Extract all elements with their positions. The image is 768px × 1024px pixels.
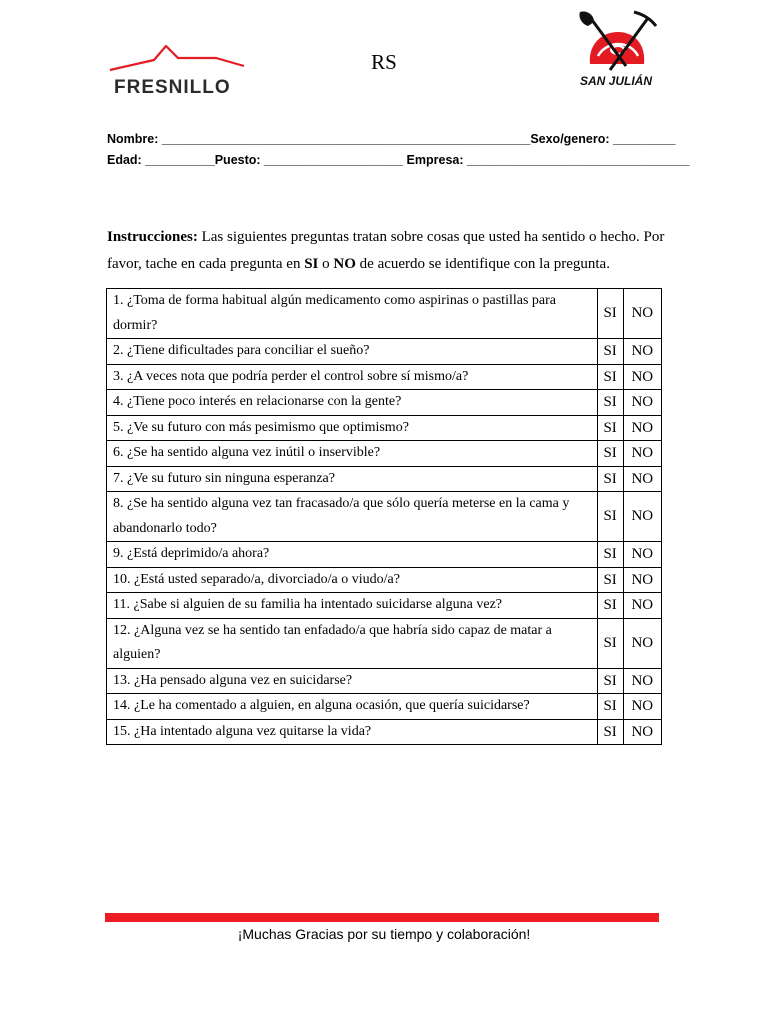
footer-thanks: ¡Muchas Gracias por su tiempo y colaboración! [237, 926, 531, 942]
instructions-or: o [318, 256, 334, 272]
answer-si[interactable]: SI [597, 593, 623, 619]
question-row [107, 466, 662, 492]
instructions-text-2: de acuerdo se identifique con la pregunta. [355, 256, 610, 272]
answer-no[interactable]: NO [623, 441, 661, 467]
answer-no[interactable]: NO [623, 567, 661, 593]
answer-si[interactable]: SI [597, 289, 623, 339]
instructions [107, 224, 667, 278]
question-row [107, 668, 662, 694]
san-julian-logo-text: SAN JULIÁN [579, 74, 653, 88]
question-text: 6. ¿Se ha sentido alguna vez inútil o inservible? [107, 441, 598, 467]
form-row-age-position-company[interactable]: Edad: __________Puesto: ____________________ Empresa: ________________________________ [107, 153, 690, 167]
question-text: 3. ¿A veces nota que podría perder el control sobre sí mismo/a? [107, 364, 598, 390]
question-row [107, 618, 662, 668]
page-title: RS [371, 50, 397, 74]
question-row [107, 339, 662, 365]
answer-si[interactable]: SI [597, 466, 623, 492]
question-text: 1. ¿Toma de forma habitual algún medicamento como aspirinas o pastillas para dormir? [107, 289, 598, 339]
question-text: 4. ¿Tiene poco interés en relacionarse con la gente? [107, 390, 598, 416]
instructions-si: SI [304, 256, 319, 272]
question-row [107, 593, 662, 619]
answer-no[interactable]: NO [623, 542, 661, 568]
answer-si[interactable]: SI [597, 694, 623, 720]
question-text: 10. ¿Está usted separado/a, divorciado/a o viudo/a? [107, 567, 598, 593]
answer-si[interactable]: SI [597, 364, 623, 390]
question-text: 7. ¿Ve su futuro sin ninguna esperanza? [107, 466, 598, 492]
question-text: 12. ¿Alguna vez se ha sentido tan enfadado/a que habría sido capaz de matar a alguien? [107, 618, 598, 668]
question-row [107, 364, 662, 390]
questions-table [106, 288, 662, 745]
question-text: 5. ¿Ve su futuro con más pesimismo que optimismo? [107, 415, 598, 441]
answer-no[interactable]: NO [623, 719, 661, 745]
answer-no[interactable]: NO [623, 415, 661, 441]
answer-no[interactable]: NO [623, 390, 661, 416]
answer-no[interactable]: NO [623, 492, 661, 542]
answer-si[interactable]: SI [597, 492, 623, 542]
form-row-name-gender[interactable]: Nombre: _____________________________________________________Sexo/genero: _________ [107, 132, 676, 146]
question-text: 13. ¿Ha pensado alguna vez en suicidarse? [107, 668, 598, 694]
answer-si[interactable]: SI [597, 441, 623, 467]
question-row [107, 289, 662, 339]
question-row [107, 390, 662, 416]
answer-si[interactable]: SI [597, 390, 623, 416]
answer-no[interactable]: NO [623, 289, 661, 339]
question-text: 11. ¿Sabe si alguien de su familia ha intentado suicidarse alguna vez? [107, 593, 598, 619]
answer-si[interactable]: SI [597, 668, 623, 694]
question-text: 9. ¿Está deprimido/a ahora? [107, 542, 598, 568]
instructions-label: Instrucciones: [107, 229, 198, 245]
answer-si[interactable]: SI [597, 339, 623, 365]
question-row [107, 415, 662, 441]
question-row [107, 542, 662, 568]
question-row [107, 719, 662, 745]
answer-no[interactable]: NO [623, 668, 661, 694]
answer-si[interactable]: SI [597, 415, 623, 441]
question-text: 14. ¿Le ha comentado a alguien, en alguna ocasión, que quería suicidarse? [107, 694, 598, 720]
question-row [107, 694, 662, 720]
answer-si[interactable]: SI [597, 567, 623, 593]
answer-si[interactable]: SI [597, 618, 623, 668]
question-row [107, 492, 662, 542]
footer-red-bar [105, 913, 659, 922]
question-text: 2. ¿Tiene dificultades para conciliar el sueño? [107, 339, 598, 365]
instructions-no: NO [333, 256, 356, 272]
fresnillo-logo-text: FRESNILLO [114, 77, 231, 98]
answer-no[interactable]: NO [623, 618, 661, 668]
question-text: 15. ¿Ha intentado alguna vez quitarse la vida? [107, 719, 598, 745]
answer-no[interactable]: NO [623, 339, 661, 365]
answer-no[interactable]: NO [623, 694, 661, 720]
san-julian-logo [568, 8, 664, 90]
answer-no[interactable]: NO [623, 466, 661, 492]
answer-no[interactable]: NO [623, 593, 661, 619]
instructions-text-1: Las siguientes preguntas tratan sobre cosas que usted ha sentido o hecho. Por favor, tache en cada pregunta en [107, 229, 665, 272]
answer-si[interactable]: SI [597, 542, 623, 568]
answer-no[interactable]: NO [623, 364, 661, 390]
question-row [107, 567, 662, 593]
answer-si[interactable]: SI [597, 719, 623, 745]
question-row [107, 441, 662, 467]
question-text: 8. ¿Se ha sentido alguna vez tan fracasado/a que sólo quería meterse en la cama y abandonarlo todo? [107, 492, 598, 542]
